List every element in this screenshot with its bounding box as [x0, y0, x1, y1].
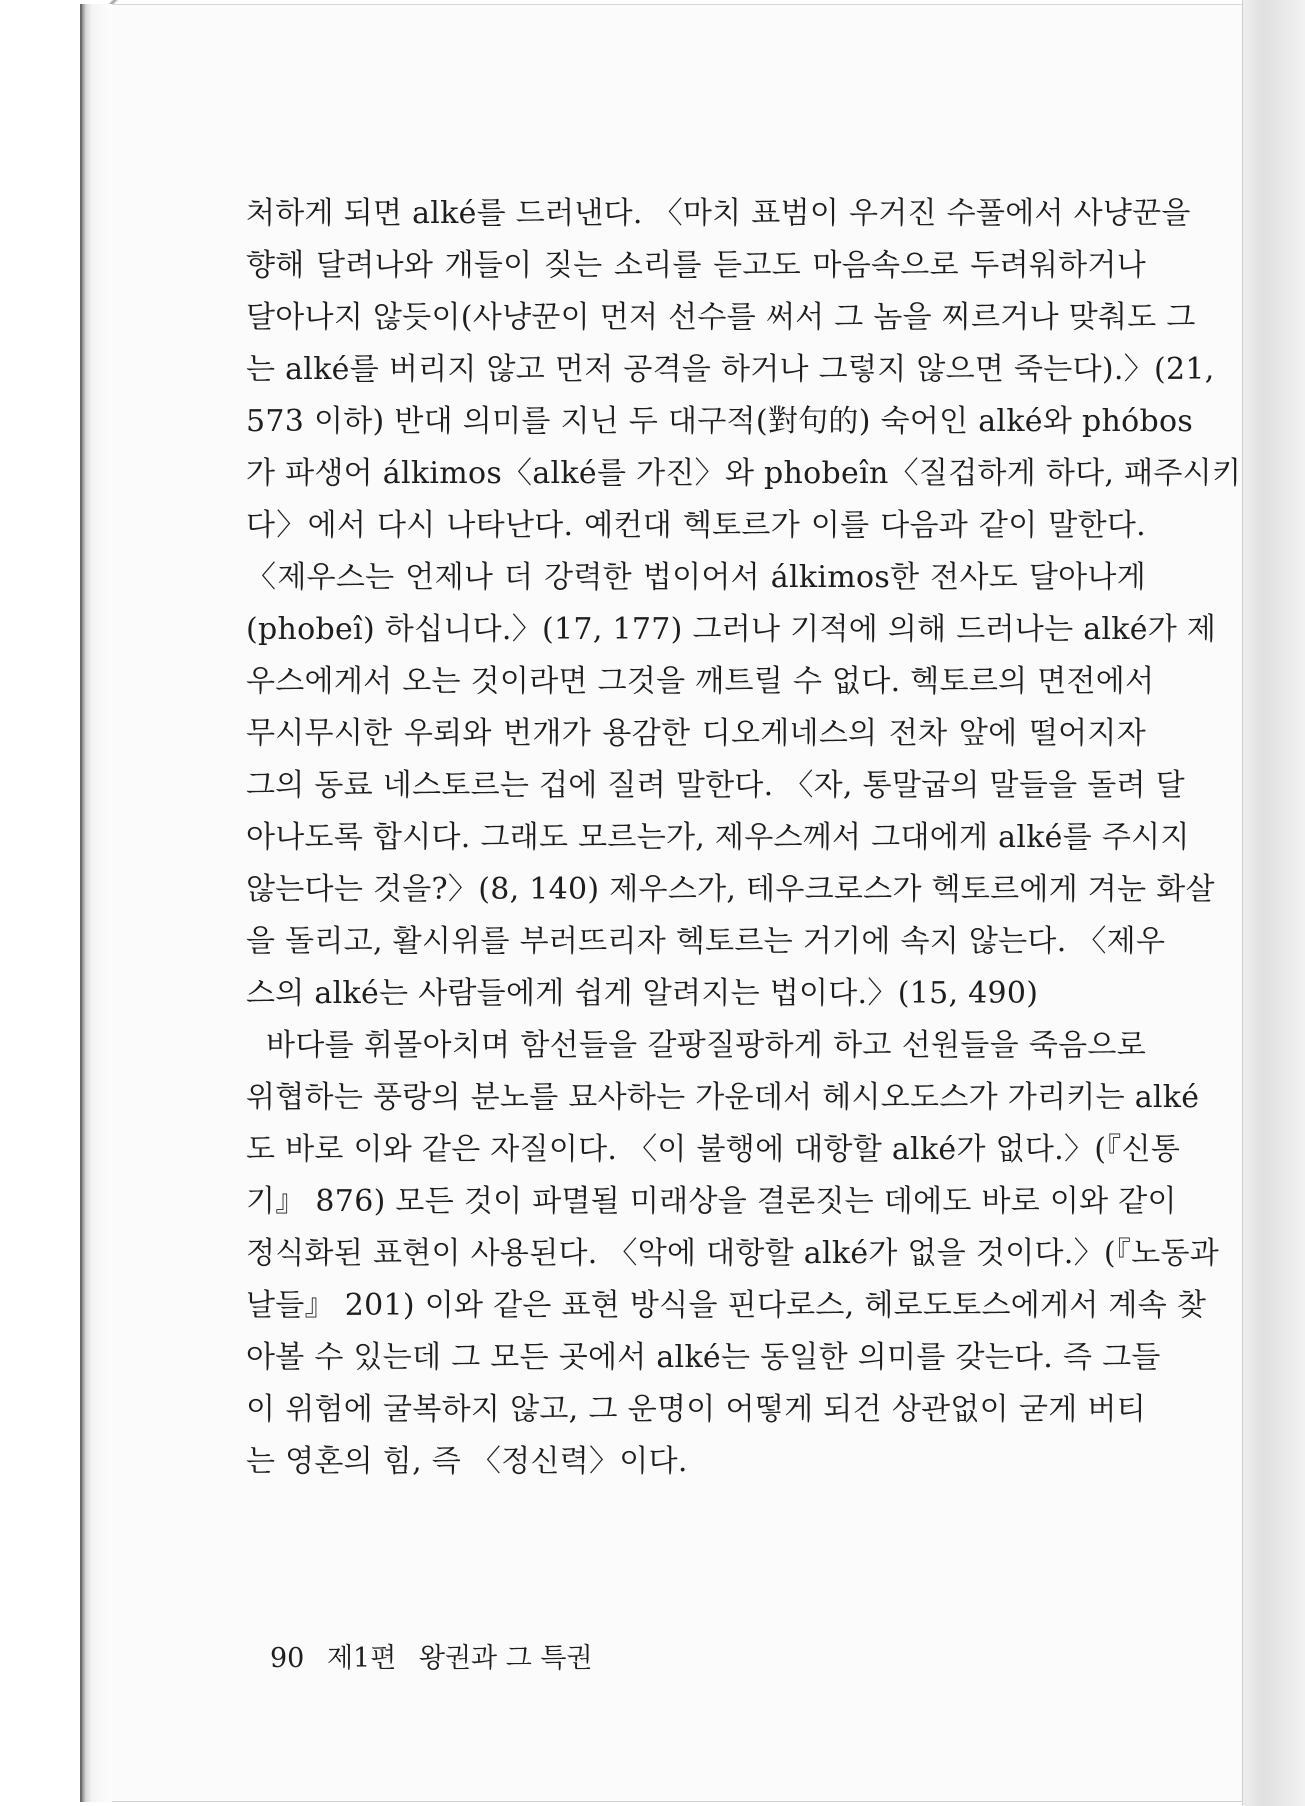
text-line: 우스에게서 오는 것이라면 그것을 깨트릴 수 없다. 헥토르의 면전에서 — [246, 664, 1155, 699]
text-line: 스의 alké는 사람들에게 쉽게 알려지는 법이다.〉(15, 490) — [246, 976, 1039, 1011]
text-line: 아볼 수 있는데 그 모든 곳에서 alké는 동일한 의미를 갖는다. 즉 그들 — [246, 1340, 1161, 1375]
text-line: 이 위험에 굴복하지 않고, 그 운명이 어떻게 되건 상관없이 굳게 버티 — [246, 1392, 1146, 1427]
text-line: 않는다는 것을?〉(8, 140) 제우스가, 테우크로스가 헥토르에게 겨눈 화살 — [246, 872, 1215, 907]
text-line: 는 alké를 버리지 않고 먼저 공격을 하거나 그렇지 않으면 죽는다).〉(21, — [246, 352, 1215, 387]
text-line: 다〉에서 다시 나타난다. 예컨대 헥토르가 이를 다음과 같이 말한다. — [246, 508, 1146, 543]
text-line: 기』 876) 모든 것이 파멸될 미래상을 결론짓는 데에도 바로 이와 같이 — [246, 1184, 1177, 1219]
next-page-edge — [1242, 0, 1305, 1806]
body-text — [246, 188, 1242, 1488]
text-line: 달아나지 않듯이(사냥꾼이 먼저 선수를 써서 그 놈을 찌르거나 맞춰도 그 — [246, 300, 1196, 335]
part-label: 제1편 — [326, 1643, 397, 1674]
text-line: 바다를 휘몰아치며 함선들을 갈팡질팡하게 하고 선원들을 죽음으로 — [246, 1028, 1146, 1063]
running-title: 왕권과 그 특권 — [418, 1643, 593, 1674]
text-line: 날들』 201) 이와 같은 표현 방식을 핀다로스, 헤로도토스에게서 계속 찾 — [246, 1288, 1207, 1323]
text-line: 처하게 되면 alké를 드러낸다. 〈마치 표범이 우거진 수풀에서 사냥꾼을 — [246, 196, 1191, 231]
text-line: 을 돌리고, 활시위를 부러뜨리자 헥토르는 거기에 속지 않는다. 〈제우 — [246, 924, 1166, 959]
text-line: 가 파생어 álkimos〈alké를 가진〉와 phobeîn〈질겁하게 하다, 패주시키 — [246, 456, 1242, 491]
text-line: 정식화된 표현이 사용된다. 〈악에 대항할 alké가 없을 것이다.〉(『노동과 — [246, 1236, 1220, 1271]
text-line: 향해 달려나와 개들이 짖는 소리를 듣고도 마음속으로 두려워하거나 — [246, 248, 1146, 283]
text-line: 무시무시한 우뢰와 번개가 용감한 디오게네스의 전차 앞에 떨어지자 — [246, 716, 1146, 751]
text-line: 573 이하) 반대 의미를 지닌 두 대구적(對句的) 숙어인 alké와 phóbos — [246, 404, 1194, 439]
text-line: 〈제우스는 언제나 더 강력한 법이어서 álkimos한 전사도 달아나게 — [246, 560, 1146, 595]
text-line: 도 바로 이와 같은 자질이다. 〈이 불행에 대항할 alké가 없다.〉(『신통 — [246, 1132, 1181, 1167]
page-number: 90 — [270, 1643, 305, 1674]
text-line: 는 영혼의 힘, 즉 〈정신력〉이다. — [246, 1444, 688, 1479]
page-footer — [270, 1636, 607, 1675]
text-line: 그의 동료 네스토르는 겁에 질려 말한다. 〈자, 통말굽의 말들을 돌려 달 — [246, 768, 1185, 803]
text-line: (phobeî) 하십니다.〉(17, 177) 그러나 기적에 의해 드러나는 alké가 제 — [246, 612, 1217, 647]
page-stack-edge — [80, 4, 116, 1802]
text-line: 위협하는 풍랑의 분노를 묘사하는 가운데서 헤시오도스가 가리키는 alké — [246, 1080, 1200, 1115]
text-line: 아나도록 합시다. 그래도 모르는가, 제우스께서 그대에게 alké를 주시지 — [246, 820, 1190, 855]
